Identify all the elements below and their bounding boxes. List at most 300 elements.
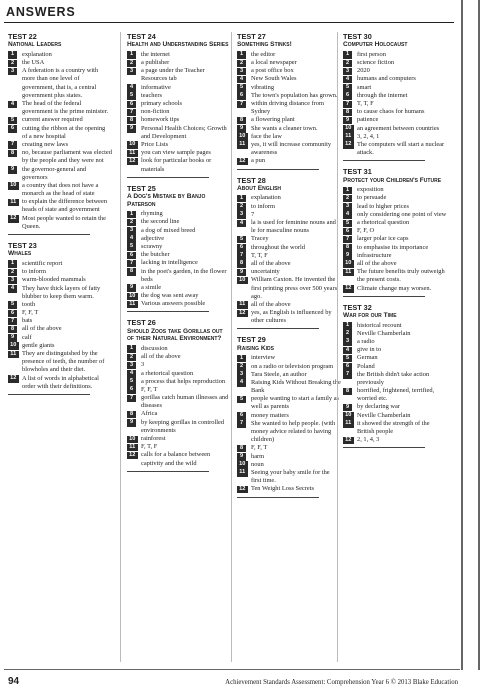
test-title: A Dog's Mistake by Banjo Paterson: [127, 193, 206, 208]
question-number-badge: 5: [127, 378, 136, 386]
question-number-badge: 5: [237, 236, 246, 244]
test-block: [127, 32, 231, 178]
answer-text: throughout the world: [251, 243, 305, 251]
answer-item: [237, 141, 341, 157]
answer-text: Neville Chamberlain: [357, 411, 411, 419]
answer-text: explanation: [251, 194, 281, 202]
answer-text: an agreement between countries: [357, 124, 440, 132]
test-number: TEST 31: [343, 167, 372, 177]
answer-text: Price Lists: [141, 140, 169, 148]
test-number: TEST 23: [8, 241, 37, 251]
answer-item: [127, 67, 231, 83]
question-number-badge: 10: [237, 277, 248, 285]
answer-item: [237, 157, 341, 165]
answer-text: F, F, T: [251, 444, 268, 452]
answer-text: first person: [357, 50, 386, 58]
question-number-badge: 11: [8, 351, 19, 359]
answer-text: interview: [251, 354, 276, 362]
question-number-badge: 9: [127, 125, 136, 133]
question-number-badge: 3: [127, 68, 136, 76]
test-end-rule: [8, 234, 90, 235]
question-number-badge: 3: [127, 362, 136, 370]
question-number-badge: 12: [127, 452, 138, 460]
answer-item: [237, 51, 341, 59]
answer-item: [127, 149, 231, 157]
question-number-badge: 2: [343, 195, 352, 203]
answer-text: 2020: [357, 67, 370, 75]
answer-item: [343, 211, 447, 219]
answer-text: non-fiction: [141, 108, 170, 116]
question-number-badge: 8: [237, 445, 246, 453]
answer-text: the USA: [22, 59, 45, 67]
answer-item: [8, 350, 112, 375]
answer-item: [8, 325, 112, 333]
answer-item: [127, 157, 231, 173]
question-number-badge: 6: [127, 386, 136, 394]
answer-item: [8, 182, 112, 198]
answer-item: [127, 370, 231, 378]
answer-item: [343, 235, 447, 243]
answer-text: calls for a balance between captivity and the wild: [141, 451, 211, 467]
answer-text: The head of the federal government is the prime minister.: [22, 100, 109, 116]
page-number: 94: [8, 676, 20, 687]
question-number-badge: 7: [343, 101, 352, 109]
answer-item: [8, 260, 112, 268]
answer-text: cutting the ribbon at the opening of a new hospital: [22, 124, 106, 140]
question-number-badge: 10: [127, 141, 138, 149]
answer-text: William Caxton. He invented the first printing press over 500 years ago.: [251, 276, 338, 300]
answer-item: [8, 375, 112, 391]
answer-text: harm: [251, 452, 265, 460]
answer-item: [127, 243, 231, 251]
test-block: [8, 32, 112, 235]
question-number-badge: 4: [127, 84, 136, 92]
answer-item: [237, 125, 341, 133]
test-end-rule: [127, 177, 209, 178]
answer-item: [127, 218, 231, 226]
test-title: Protect your Children's Future: [343, 176, 442, 184]
answer-item: [237, 194, 341, 202]
footer-copyright: Achievement Standards Assessment: Comprehension Year 6 © 2013 Blake Education: [225, 679, 458, 686]
answer-item: [8, 67, 112, 100]
question-number-badge: 9: [127, 419, 136, 427]
question-number-badge: 8: [127, 411, 136, 419]
answer-text: humans and computers: [357, 75, 416, 83]
answer-text: by declaring war: [357, 403, 400, 411]
answer-text: The town's population has grown.: [251, 91, 338, 99]
question-number-badge: 8: [237, 260, 246, 268]
question-number-badge: 7: [127, 109, 136, 117]
answer-text: The computers will start a nuclear attack.: [357, 140, 445, 157]
answer-item: [127, 451, 231, 467]
question-number-badge: 11: [237, 141, 248, 149]
answer-text: give in to: [357, 346, 382, 354]
test-end-rule: [343, 447, 425, 448]
test-title: War for our Time: [343, 312, 397, 320]
question-number-badge: 12: [127, 158, 138, 166]
answer-item: [127, 435, 231, 443]
question-number-badge: 7: [237, 252, 246, 260]
question-number-badge: 5: [8, 117, 17, 125]
answer-item: [237, 67, 341, 75]
answer-text: a rhetorical question: [141, 369, 194, 377]
question-number-badge: 1: [343, 51, 352, 59]
question-number-badge: 11: [343, 420, 354, 428]
test-block: [237, 32, 341, 170]
test-number: TEST 25: [127, 183, 156, 193]
question-number-badge: 1: [237, 51, 246, 59]
question-number-badge: 8: [8, 150, 17, 158]
question-number-badge: 12: [8, 375, 19, 383]
answer-item: [237, 116, 341, 124]
answer-item: [237, 420, 341, 445]
column-separator: [120, 32, 121, 662]
answer-text: to inform: [22, 268, 46, 276]
answer-item: [127, 141, 231, 149]
question-number-badge: 6: [343, 228, 352, 236]
answer-text: primary schools: [141, 100, 182, 108]
question-number-badge: 1: [127, 51, 136, 59]
answer-text: F, F, T: [22, 309, 39, 317]
answer-item: [343, 84, 447, 92]
test-block: [237, 176, 341, 330]
answer-text: F, F, T: [141, 385, 158, 393]
question-number-badge: 4: [237, 76, 246, 84]
answer-text: science fiction: [357, 59, 395, 67]
answer-text: historical recount: [357, 321, 402, 329]
answer-text: lead to higher prices: [357, 202, 409, 210]
answer-text: Various answers possible: [141, 300, 206, 308]
question-number-badge: 3: [237, 211, 246, 219]
test-title: National Leaders: [8, 41, 62, 49]
test-number: TEST 28: [237, 175, 266, 185]
answer-item: [343, 403, 447, 411]
answer-item: [237, 301, 341, 309]
test-end-rule: [343, 296, 425, 297]
question-number-badge: 2: [237, 60, 246, 68]
test-title: About English: [237, 184, 282, 192]
question-number-badge: 4: [127, 235, 136, 243]
test-end-rule: [237, 169, 319, 170]
question-number-badge: 8: [127, 117, 136, 125]
question-number-badge: 6: [343, 363, 352, 371]
answer-text: a process that helps reproduction: [141, 377, 226, 385]
answer-text: T, T, F: [251, 251, 268, 259]
answer-text: a dog of mixed breed: [141, 226, 196, 234]
question-number-badge: 11: [237, 301, 248, 309]
answer-item: [237, 461, 341, 469]
answer-item: [343, 59, 447, 67]
answer-item: [343, 92, 447, 100]
answer-text: Africa: [141, 410, 158, 418]
answer-item: [8, 276, 112, 284]
question-number-badge: 2: [343, 330, 352, 338]
answer-item: [343, 285, 447, 293]
test-number: TEST 32: [343, 302, 372, 312]
question-number-badge: 1: [8, 51, 17, 59]
answer-item: [127, 92, 231, 100]
answer-item: [237, 244, 341, 252]
answer-text: exposition: [357, 186, 384, 194]
question-number-badge: 10: [237, 133, 248, 141]
answer-text: explanation: [22, 50, 52, 58]
answer-text: to persuade: [357, 194, 387, 202]
question-number-badge: 11: [127, 444, 138, 452]
answer-item: [343, 186, 447, 194]
question-number-badge: 4: [343, 347, 352, 355]
answer-item: [127, 353, 231, 361]
question-number-badge: 9: [237, 125, 246, 133]
answer-item: [343, 322, 447, 330]
answer-item: [237, 412, 341, 420]
question-number-badge: 7: [8, 318, 17, 326]
answer-text: She wanted to help people. (with money advice related to having children): [251, 419, 336, 444]
test-end-rule: [237, 497, 319, 498]
answer-item: [343, 67, 447, 75]
test-title: Whales: [8, 250, 32, 258]
answer-text: rainforest: [141, 435, 166, 442]
question-number-badge: 7: [343, 236, 352, 244]
answer-item: [8, 309, 112, 317]
question-number-badge: 5: [343, 355, 352, 363]
question-number-badge: 11: [343, 269, 354, 277]
test-block: [343, 32, 447, 161]
answer-text: scrawny: [141, 242, 163, 250]
answer-item: [237, 235, 341, 243]
answer-text: Ten Weight Loss Secrets: [251, 485, 314, 493]
answer-item: [8, 51, 112, 59]
question-number-badge: 12: [343, 141, 354, 149]
answer-item: [8, 268, 112, 276]
question-number-badge: 1: [8, 260, 17, 268]
answer-item: [8, 59, 112, 67]
answer-text: a post office box: [251, 67, 294, 75]
question-number-badge: 11: [127, 150, 138, 158]
answer-text: They are distinguished by the presence of teeth, the number of blowholes and their diet.: [22, 350, 105, 374]
question-number-badge: 8: [343, 388, 352, 396]
question-number-badge: 6: [343, 92, 352, 100]
question-number-badge: 3: [8, 277, 17, 285]
answer-item: [8, 317, 112, 325]
answer-text: the British didn't take action previously: [357, 370, 430, 386]
answer-text: T, T, F: [357, 100, 374, 108]
answer-item: [8, 141, 112, 149]
question-number-badge: 11: [237, 469, 248, 477]
answer-item: [237, 276, 341, 301]
answer-item: [8, 166, 112, 182]
answer-item: [8, 342, 112, 350]
answer-item: [237, 133, 341, 141]
answer-text: Raising Kids Without Breaking the Bank: [251, 378, 341, 395]
answer-item: [127, 100, 231, 108]
answer-item: [343, 330, 447, 338]
question-number-badge: 4: [237, 379, 246, 387]
question-number-badge: 3: [343, 338, 352, 346]
test-number: TEST 30: [343, 32, 372, 41]
question-number-badge: 11: [343, 133, 354, 141]
answer-item: [343, 436, 447, 444]
answer-text: a page under the Teacher Resources tab: [141, 67, 205, 83]
answer-text: all of the above: [251, 300, 291, 308]
answer-item: [343, 219, 447, 227]
question-number-badge: 8: [8, 326, 17, 334]
question-number-badge: 5: [127, 92, 136, 100]
answer-text: A list of words in alphabetical order with their definitions.: [22, 374, 99, 390]
question-number-badge: 3: [237, 371, 246, 379]
answer-item: [343, 100, 447, 108]
answer-item: [343, 387, 447, 403]
question-number-badge: 10: [8, 342, 19, 350]
question-number-badge: 2: [127, 60, 136, 68]
question-number-badge: 1: [237, 195, 246, 203]
answer-item: [343, 354, 447, 362]
answer-item: [237, 84, 341, 92]
answer-text: to cause chaos for humans: [357, 108, 425, 116]
answer-item: [8, 301, 112, 309]
question-number-badge: 10: [343, 125, 354, 133]
answer-item: [237, 309, 341, 325]
answer-text: Neville Chamberlain: [357, 329, 411, 337]
answer-text: adjective: [141, 234, 165, 242]
answer-item: [343, 420, 447, 436]
question-number-badge: 12: [8, 215, 19, 223]
answer-item: [237, 444, 341, 452]
answer-text: no, because parliament was elected by the people and they were not: [22, 149, 112, 165]
answer-text: The future benefits truly outweigh the present costs.: [357, 268, 445, 284]
answer-text: scientific report: [22, 259, 63, 267]
question-number-badge: 9: [237, 269, 246, 277]
test-title: Computer Holocaust: [343, 41, 408, 49]
question-number-badge: 9: [8, 166, 17, 174]
answer-item: [343, 108, 447, 116]
answer-column-2: [127, 32, 231, 478]
question-number-badge: 1: [127, 211, 136, 219]
answer-column-1: [8, 32, 112, 401]
answer-item: [127, 235, 231, 243]
answer-text: discussion: [141, 344, 168, 352]
question-number-badge: 5: [237, 84, 246, 92]
answer-text: Tara Steele, an author: [251, 370, 307, 378]
answer-text: gentle giants: [22, 341, 55, 349]
question-number-badge: 2: [127, 354, 136, 362]
question-number-badge: 12: [237, 158, 248, 166]
answer-text: F, F, O: [357, 227, 375, 235]
answer-text: German: [357, 354, 378, 362]
answer-item: [343, 75, 447, 83]
question-number-badge: 10: [237, 461, 248, 469]
question-number-badge: 5: [237, 396, 246, 404]
answer-item: [8, 215, 112, 231]
answer-text: all of the above: [22, 325, 62, 333]
answer-item: [237, 219, 341, 235]
question-number-badge: 8: [343, 109, 352, 117]
question-number-badge: 2: [8, 60, 17, 68]
answer-item: [127, 284, 231, 292]
test-block: [343, 303, 447, 449]
question-number-badge: 1: [343, 322, 352, 330]
answer-item: [343, 371, 447, 387]
question-number-badge: 2: [8, 269, 17, 277]
answer-text: patience: [357, 116, 379, 124]
answer-text: Tracey: [251, 235, 269, 243]
answer-item: [127, 59, 231, 67]
answer-text: infrastructure: [357, 251, 392, 259]
answer-text: a radio: [357, 337, 375, 345]
page-title: ANSWERS: [6, 5, 76, 19]
margin-bar: [461, 0, 463, 670]
answer-text: calf: [22, 333, 32, 341]
answer-text: bats: [22, 317, 33, 325]
answer-item: [127, 51, 231, 59]
column-separator: [337, 32, 338, 662]
answer-text: a local newspaper: [251, 59, 297, 67]
answer-item: [343, 412, 447, 420]
question-number-badge: 10: [127, 436, 138, 444]
answer-item: [343, 227, 447, 235]
answer-item: [127, 251, 231, 259]
answer-column-4: [343, 32, 447, 454]
answer-text: you can view sample pages: [141, 149, 211, 157]
question-number-badge: 12: [237, 486, 248, 494]
answer-item: [127, 210, 231, 218]
test-block: [343, 167, 447, 296]
question-number-badge: 5: [8, 301, 17, 309]
question-number-badge: 9: [127, 284, 136, 292]
question-number-badge: 5: [343, 84, 352, 92]
answer-item: [343, 338, 447, 346]
test-block: [8, 241, 112, 395]
question-number-badge: 1: [127, 345, 136, 353]
answer-item: [127, 227, 231, 235]
answer-text: la is used for feminine nouns and le for masculine nouns: [251, 219, 336, 235]
answer-item: [237, 92, 341, 100]
answer-item: [237, 211, 341, 219]
answer-text: all of the above: [251, 259, 291, 267]
answer-text: the governor-general and governors: [22, 165, 87, 181]
answer-item: [127, 300, 231, 308]
answer-text: homework tips: [141, 116, 180, 124]
question-number-badge: 9: [343, 252, 352, 260]
test-number: TEST 27: [237, 32, 266, 41]
answer-item: [237, 371, 341, 379]
answer-item: [237, 395, 341, 411]
question-number-badge: 3: [8, 68, 17, 76]
footer-rule: [4, 669, 460, 670]
answer-item: [237, 260, 341, 268]
question-number-badge: 6: [8, 125, 17, 133]
answer-text: noun: [251, 460, 264, 468]
answer-text: Seeing your baby smile for the first time.: [251, 468, 330, 485]
answer-item: [237, 203, 341, 211]
test-title: Raising Kids: [237, 344, 274, 352]
answer-item: [237, 485, 341, 493]
question-number-badge: 2: [343, 60, 352, 68]
answer-item: [343, 51, 447, 59]
question-number-badge: 10: [127, 293, 138, 301]
answer-text: the second line: [141, 218, 180, 226]
answer-item: [237, 59, 341, 67]
answer-item: [8, 285, 112, 301]
question-number-badge: 7: [237, 101, 246, 109]
answer-text: larger polar ice caps: [357, 235, 409, 243]
question-number-badge: 4: [8, 101, 17, 109]
test-number: TEST 22: [8, 32, 37, 41]
answer-text: uncertainty: [251, 268, 280, 276]
question-number-badge: 1: [343, 187, 352, 195]
question-number-badge: 7: [127, 260, 136, 268]
answer-text: in the poet's garden, in the flower beds: [141, 267, 227, 283]
question-number-badge: 11: [127, 301, 138, 309]
